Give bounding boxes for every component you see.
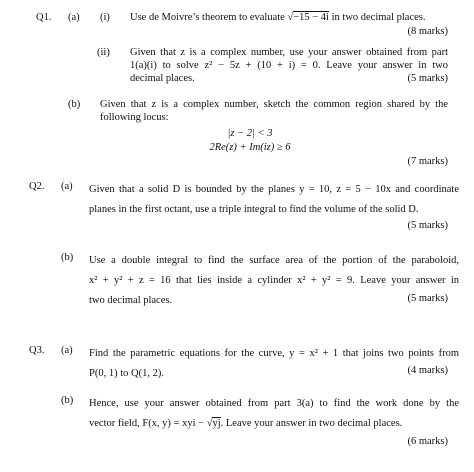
q3b-text xyxy=(89,394,459,434)
part-label-q1a: (a) xyxy=(68,12,80,23)
q3b-line1: Hence, use your answer obtained from part 3(a) to find the work done by the xyxy=(89,398,459,409)
q3b-line2 xyxy=(89,414,459,434)
q3a-line2: P(0, 1) to Q(1, 2). xyxy=(89,368,164,379)
q2b-line2: x² + y² + z = 16 that lies inside a cylinder x² + y² = 9. Leave your answer in xyxy=(89,275,459,286)
q1b-line1: Given that z is a complex number, sketch the common region shared by the xyxy=(100,99,448,110)
q2a-text xyxy=(89,180,459,220)
q2a-line1: Given that a solid D is bounded by the planes y = 10, z = 5 − 10x and coordinate xyxy=(89,184,459,195)
part-label-q3a: (a) xyxy=(61,345,73,356)
question-number-q2: Q2. xyxy=(29,181,45,192)
q1b-marks: (7 marks) xyxy=(407,156,448,167)
part-label-q1b: (b) xyxy=(68,99,81,110)
q1ai-text-after: in two decimal places. xyxy=(328,12,426,23)
q2b-line1: Use a double integral to find the surface area of the portion of the paraboloid, xyxy=(89,255,459,266)
q3a-marks: (4 marks) xyxy=(407,365,448,376)
q1ai-text xyxy=(130,11,426,24)
q3b-marks: (6 marks) xyxy=(407,436,448,447)
q1aii-line1: Given that z is a complex number, use your answer obtained from part xyxy=(130,47,448,58)
q1aii-marks: (5 marks) xyxy=(407,73,448,84)
q1b-locus-eq2: 2Re(z) + Im(iz) ≥ 6 xyxy=(209,142,291,153)
radical-sign: √ xyxy=(206,418,213,429)
question-number-q3: Q3. xyxy=(29,345,45,356)
q1aii-text xyxy=(130,46,448,85)
radical-sign: √ xyxy=(287,12,294,23)
q1ai-marks: (8 marks) xyxy=(407,26,448,37)
q3a-line1: Find the parametric equations for the curve, y = x² + 1 that joins two points from xyxy=(89,348,459,359)
q2a-line2: planes in the first octant, use a triple integral to find the volume of the solid D. xyxy=(89,204,419,215)
q2b-marks: (5 marks) xyxy=(407,293,448,304)
q2a-marks: (5 marks) xyxy=(407,220,448,231)
q2b-text xyxy=(89,251,459,311)
q1aii-line2: 1(a)(i) to solve z² − 5z + (10 + i) = 0. Leave your answer in two xyxy=(130,60,448,72)
q1aii-line3: decimal places. xyxy=(130,73,195,85)
q3b-line2-after: . Leave your answer in two decimal places. xyxy=(220,418,403,429)
subpart-label-q1aii: (ii) xyxy=(97,47,110,58)
question-number-q1: Q1. xyxy=(36,12,52,23)
part-label-q2a: (a) xyxy=(61,181,73,192)
q1ai-text-before: Use de Moivre’s theorem to evaluate xyxy=(130,12,288,23)
q3b-line2-before: vector field, F(x, y) = xyi − xyxy=(89,418,207,429)
q1ai-radicand: −15 − 4i xyxy=(293,12,329,23)
q3b-radicand: yj xyxy=(212,418,221,429)
part-label-q2b: (b) xyxy=(61,252,74,263)
part-label-q3b: (b) xyxy=(61,395,74,406)
q3a-text xyxy=(89,344,459,384)
q2b-line3: two decimal places. xyxy=(89,295,173,306)
subpart-label-q1ai: (i) xyxy=(100,12,110,23)
q1b-line2: following locus: xyxy=(100,112,169,124)
q1b-text xyxy=(100,98,448,124)
q1b-locus-eq1: |z − 2| < 3 xyxy=(227,128,273,139)
